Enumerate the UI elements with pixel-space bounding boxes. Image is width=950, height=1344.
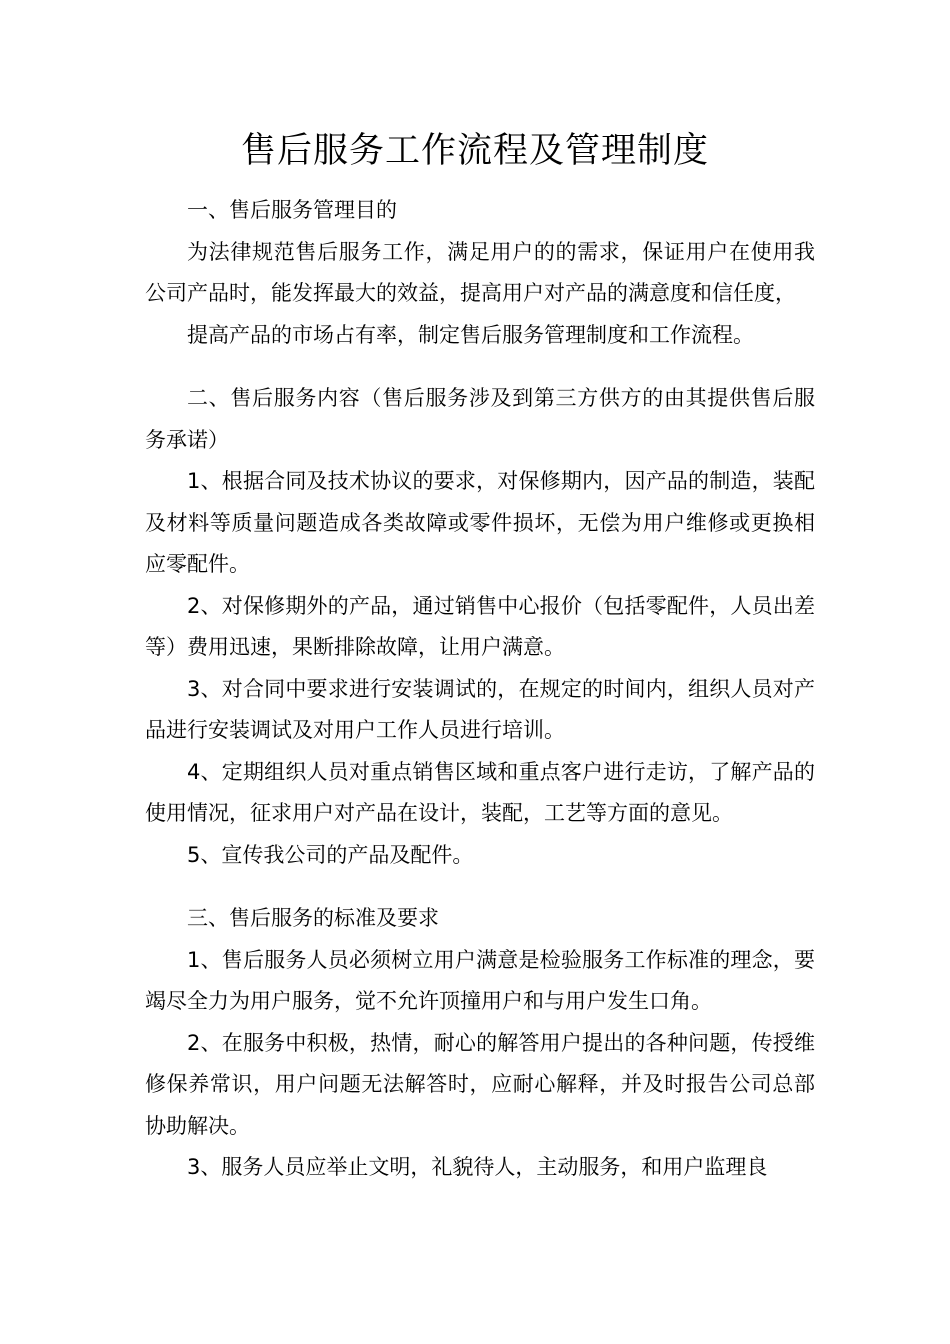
document-body [145,190,815,1189]
section2-item-2: 2、对保修期外的产品，通过销售中心报价（包括零配件，人员出差等）费用迅速，果断排除故障，让用户满意。 [145,593,815,659]
section3-item-2: 2、在服务中积极，热情，耐心的解答用户提出的各种问题，传授维修保养常识，用户问题无法解答时，应耐心解释，并及时报告公司总部协助解决。 [145,1030,815,1138]
section2-item-3: 3、对合同中要求进行安装调试的，在规定的时间内，组织人员对产品进行安装调试及对用户工作人员进行培训。 [145,676,815,742]
section-spacer [145,356,815,378]
section1-paragraph-1: 为法律规范售后服务工作，满足用户的的需求，保证用户在使用我公司产品时，能发挥最大的效益，提高用户对产品的满意度和信任度， [145,239,815,305]
section3-item-3: 3、服务人员应举止文明，礼貌待人，主动服务，和用户监理良 [187,1155,768,1179]
section3-item-1: 1、售后服务人员必须树立用户满意是检验服务工作标准的理念，要竭尽全力为用户服务，觉不允许顶撞用户和与用户发生口角。 [145,947,815,1013]
section3-heading: 三、售后服务的标准及要求 [187,906,439,930]
section-spacer [145,876,815,898]
section2-item-5: 5、宣传我公司的产品及配件。 [187,842,474,867]
section2-heading: 二、售后服务内容（售后服务涉及到第三方供方的由其提供售后服务承诺） [145,386,815,452]
document-title: 售后服务工作流程及管理制度 [240,131,709,171]
section1-paragraph-2: 提高产品的市场占有率，制定售后服务管理制度和工作流程。 [187,322,754,347]
section2-item-4: 4、定期组织人员对重点销售区域和重点客户进行走访，了解产品的使用情况，征求用户对产品在设计，装配，工艺等方面的意见。 [145,759,815,825]
section2-item-1: 1、根据合同及技术协议的要求，对保修期内，因产品的制造，装配及材料等质量问题造成各类故障或零件损坏，无偿为用户维修或更换相应零配件。 [145,469,815,576]
section1-heading: 一、售后服务管理目的 [187,198,397,222]
